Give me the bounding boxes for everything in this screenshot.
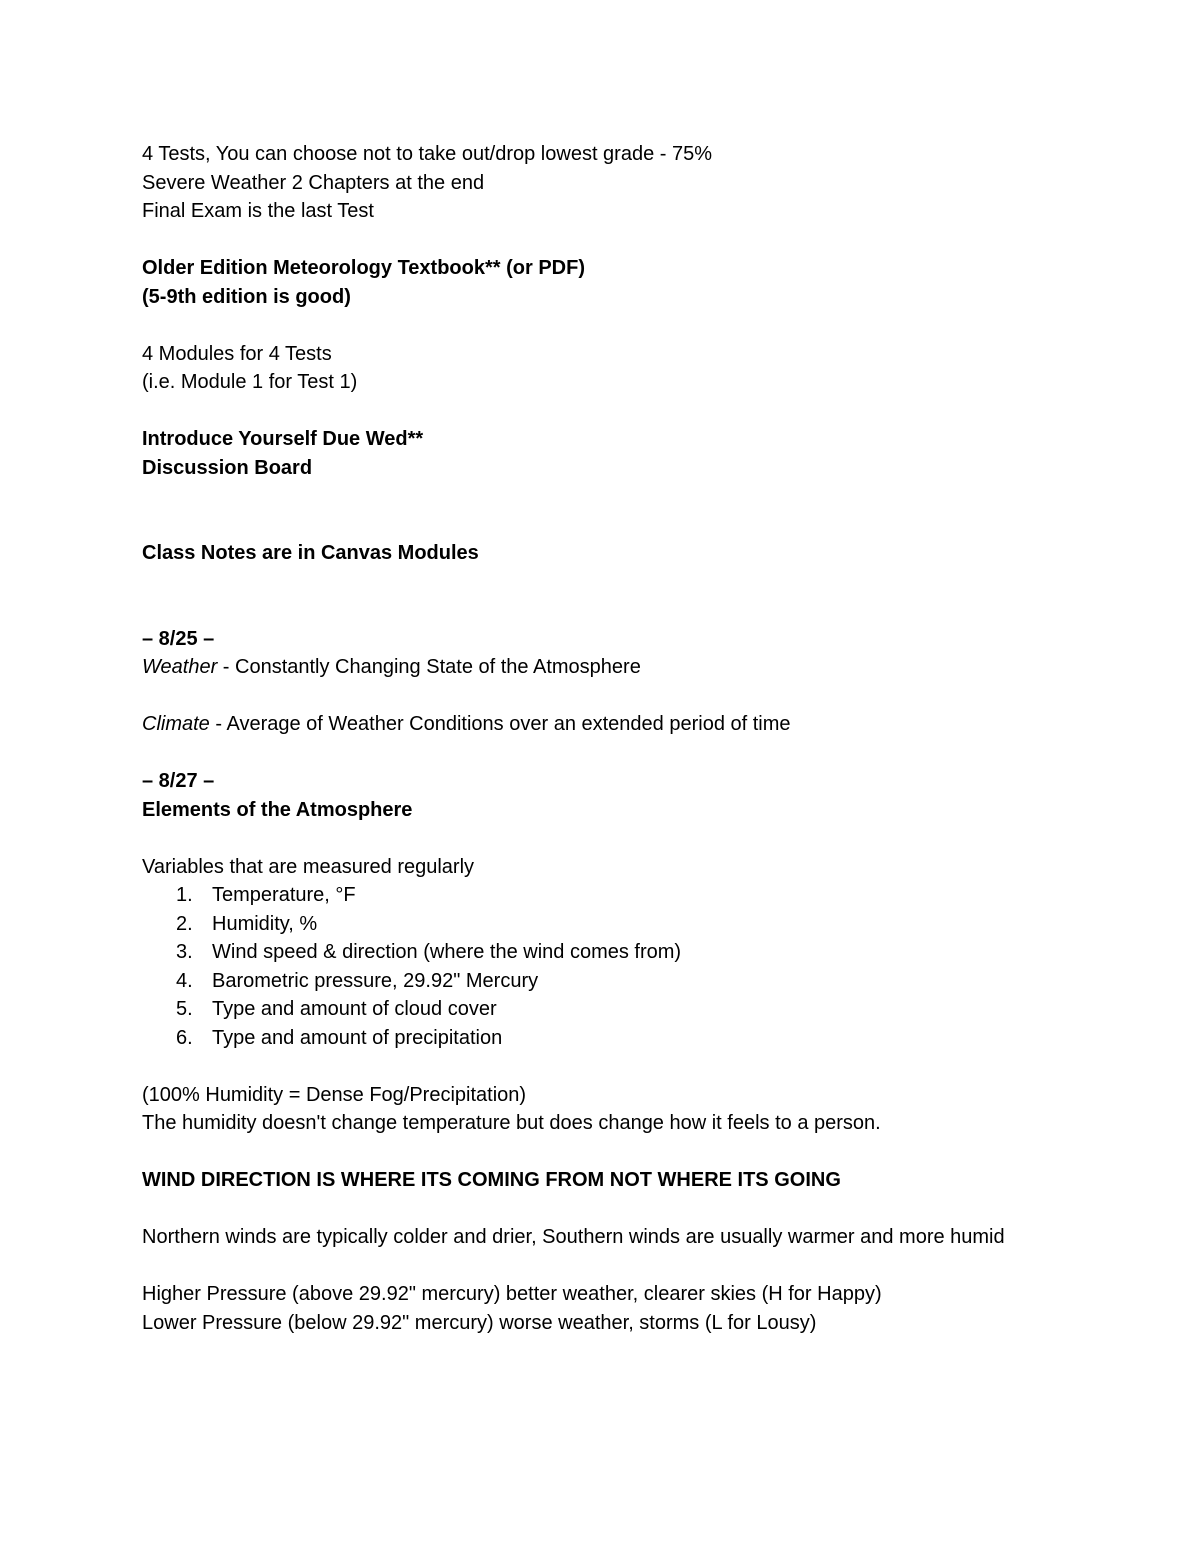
weather-definition-text: - Constantly Changing State of the Atmosphere — [217, 656, 641, 678]
date-heading-8-25: – 8/25 – — [142, 627, 215, 650]
pressure-low-note: Lower Pressure (below 29.92" mercury) worse weather, storms (L for Lousy) — [142, 1311, 817, 1334]
list-item — [142, 967, 1042, 996]
list-item-text: Barometric pressure, 29.92" Mercury — [212, 969, 539, 992]
variables-intro: Variables that are measured regularly — [142, 855, 475, 878]
humidity-note: (100% Humidity = Dense Fog/Precipitation) — [142, 1083, 527, 1106]
list-item — [142, 938, 1042, 967]
intro-line-severe-weather: Severe Weather 2 Chapters at the end — [142, 171, 485, 194]
climate-definition — [142, 710, 1042, 739]
list-item — [142, 881, 1042, 910]
intro-line-final-exam: Final Exam is the last Test — [142, 200, 374, 222]
spacer — [142, 568, 1042, 625]
list-item-text: Type and amount of precipitation — [212, 1026, 503, 1049]
class-notes-heading: Class Notes are in Canvas Modules — [142, 542, 479, 564]
list-number: 4. — [176, 969, 193, 992]
weather-definition — [142, 653, 1042, 682]
modules-example-line: (i.e. Module 1 for Test 1) — [142, 371, 358, 393]
spacer — [142, 739, 1042, 768]
document-page — [142, 140, 1042, 1337]
list-item — [142, 995, 1042, 1024]
textbook-heading: Older Edition Meteorology Textbook** (or PDF) — [142, 257, 585, 279]
list-item-text: Type and amount of cloud cover — [212, 998, 497, 1020]
pressure-high-note: Higher Pressure (above 29.92" mercury) better weather, clearer skies (H for Happy) — [142, 1283, 882, 1305]
spacer — [142, 1138, 1042, 1167]
list-item-text: Humidity, % — [212, 912, 318, 935]
variables-list — [142, 881, 1042, 1052]
spacer — [142, 1252, 1042, 1281]
spacer — [142, 1195, 1042, 1224]
textbook-edition-note: (5-9th edition is good) — [142, 285, 351, 308]
spacer — [142, 226, 1042, 255]
discussion-board-heading: Discussion Board — [142, 456, 313, 479]
modules-line: 4 Modules for 4 Tests — [142, 342, 332, 365]
spacer — [142, 311, 1042, 340]
spacer — [142, 1052, 1042, 1081]
weather-term: Weather — [142, 656, 218, 678]
list-item-text: Temperature, °F — [212, 884, 356, 906]
list-number: 1. — [176, 884, 193, 906]
list-number: 3. — [176, 941, 193, 963]
climate-definition-text: - Average of Weather Conditions over an extended period of time — [209, 713, 791, 735]
spacer — [142, 682, 1042, 711]
date-heading-8-27: – 8/27 – — [142, 770, 215, 792]
list-item — [142, 1024, 1042, 1053]
winds-note: Northern winds are typically colder and drier, Southern winds are usually warmer and more humid — [142, 1226, 1005, 1248]
intro-line-tests: 4 Tests, You can choose not to take out/drop lowest grade - 75% — [142, 143, 713, 165]
spacer — [142, 482, 1042, 539]
spacer — [142, 397, 1042, 426]
list-number: 6. — [176, 1026, 193, 1049]
humidity-explanation: The humidity doesn't change temperature but does change how it feels to a person. — [142, 1112, 881, 1134]
introduce-yourself-heading: Introduce Yourself Due Wed** — [142, 428, 424, 450]
list-number: 5. — [176, 998, 193, 1020]
list-item — [142, 910, 1042, 939]
list-item-text: Wind speed & direction (where the wind comes from) — [212, 941, 682, 963]
list-number: 2. — [176, 912, 193, 935]
spacer — [142, 824, 1042, 853]
climate-term: Climate — [142, 713, 210, 735]
wind-direction-caps-note: WIND DIRECTION IS WHERE ITS COMING FROM NOT WHERE ITS GOING — [142, 1169, 841, 1191]
elements-heading: Elements of the Atmosphere — [142, 798, 413, 821]
